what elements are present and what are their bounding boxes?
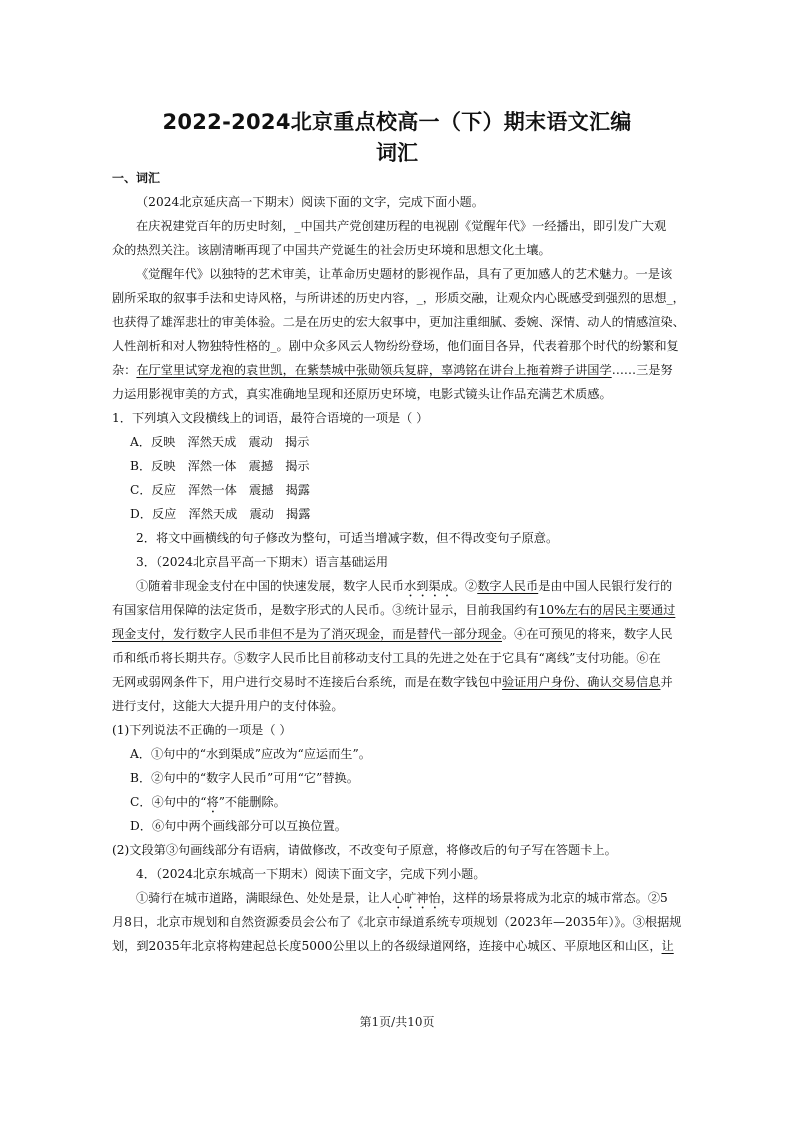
- passage-text: 并: [660, 675, 673, 689]
- passage1-line: 在庆祝建党百年的历史时刻，_中国共产党创建历程的电视剧《觉醒年代》一经播出，即引发广大观: [136, 219, 667, 233]
- underlined-phrase: 让: [661, 939, 674, 953]
- question-2-stem: 2．将文中画横线的句子修改为整句，可适当增减字数，但不得改变句子原意。: [136, 531, 559, 545]
- q4-source: 4．（2024北京东城高一下期末）阅读下面文字，完成下列小题。: [136, 867, 486, 881]
- passage-text: ，这样的场景将成为北京的城市常态。②5: [440, 891, 668, 905]
- document-title: 2022-2024北京重点校高一（下）期末语文汇编: [162, 110, 632, 134]
- passage-text: ①随着非现金支付在中国的快速发展，数字人民币: [136, 579, 405, 593]
- passage-text: 。④在可预见的将来，数字人民: [502, 627, 673, 641]
- passage4-line: [112, 934, 686, 958]
- subquestion-1-option-a: A．①句中的“水到渠成”应改为“应运而生”。: [130, 747, 371, 761]
- passage2-line: 也获得了雄浑悲壮的审美体验。二是在历史的宏大叙事中，更加注重细腻、委婉、深情、动人的情感渲染、: [112, 315, 685, 329]
- passage4-line: 月8日，北京市规划和自然资源委员会公布了《北京市绿道系统专项规划（2023年—2035年）》。③根据规: [112, 915, 682, 929]
- underlined-sentence: 现金支付，发行数字人民币非但不是为了消灭现金，而是替代一部分现金: [112, 627, 502, 641]
- q3-source: 3．（2024北京昌平高一下期末）语言基础运用: [136, 555, 389, 569]
- underlined-phrase: 数字人民币: [477, 579, 539, 593]
- passage-text: 有国家信用保障的法定货币，是数字形式的人民币。③统计显示，目前我国约有: [112, 603, 539, 617]
- dotted-word: 将: [206, 795, 219, 809]
- dotted-phrase: 心旷神怡: [391, 891, 441, 905]
- passage-text: 杂：: [112, 363, 137, 377]
- passage2-line: [112, 358, 686, 382]
- passage2-line: 人性剖析和对人物独特性格的_。剧中众多风云人物纷纷登场，他们面目各异，代表着那个时代的纷繁和复: [112, 339, 679, 353]
- question-1-option-b: B．反映 浑然一体 震撼 揭示: [130, 459, 310, 473]
- underlined-sentence: 在厅堂里试穿龙袍的袁世凯，在紫禁城中张勋领兵复辟，辜鸿铭在讲台上拖着辫子讲国学: [136, 363, 612, 377]
- subquestion-1-option-c: [112, 790, 686, 814]
- document-body: [112, 166, 686, 958]
- passage3-line: [112, 622, 686, 646]
- passage2-line: 力运用影视审美的方式，真实准确地呈现和还原历史环境，电影式镜头让作品充满艺术质感。: [112, 387, 612, 401]
- passage4-line: [112, 886, 686, 910]
- passage-text: 。②: [452, 579, 478, 593]
- subquestion-1-stem: (1)下列说法不正确的一项是（ ）: [112, 723, 292, 737]
- page-footer: 第1页/共10页: [359, 1015, 435, 1029]
- passage2-line: 剧所采取的叙事手法和史诗风格，与所讲述的历史内容，_，形质交融，让观众内心既感受到强烈的思想_，: [112, 291, 685, 305]
- question-1-option-a: A．反映 浑然天成 震动 揭示: [130, 435, 310, 449]
- passage3-line: [112, 670, 686, 694]
- question-1-stem: 1．下列填入文段横线上的词语，最符合语境的一项是（ ）: [112, 411, 429, 425]
- passage-text: 无网或弱网条件下，用户进行交易时不连接后台系统，而是在数字钱包中: [112, 675, 502, 689]
- underlined-phrase: 验证用户身份、确认交易信息: [502, 675, 661, 689]
- subquestion-2-stem: (2)文段第③句画线部分有语病，请做修改，不改变句子原意，将修改后的句子写在答题卡上。: [112, 843, 617, 857]
- option-text: C．④句中的“: [130, 795, 207, 809]
- passage3-line: 币和纸币将长期共存。⑤数字人民币比目前移动支付工具的先进之处在于它具有“离线”支付功能。⑥在: [112, 651, 661, 665]
- subquestion-1-option-b: B．②句中的“数字人民币”可用“它”替换。: [130, 771, 359, 785]
- passage-text: 是由中国人民银行发行的: [538, 579, 673, 593]
- underlined-sentence: 10%左右的居民主要通过: [538, 603, 676, 617]
- passage-text: ……三是努: [611, 363, 673, 377]
- passage1-line: 众的热烈关注。该剧清晰再现了中国共产党诞生的社会历史环境和思想文化土壤。: [112, 243, 551, 257]
- passage-text: ①骑行在城市道路，满眼绿色、处处是景，让人: [136, 891, 392, 905]
- section-heading: 一、词汇: [112, 171, 161, 185]
- passage3-line: [112, 574, 686, 598]
- document-subtitle: 词汇: [376, 141, 418, 165]
- passage2-line: 《觉醒年代》以独特的艺术审美，让革命历史题材的影视作品，具有了更加感人的艺术魅力。一是该: [136, 267, 673, 281]
- passage3-line: 进行支付，这能大大提升用户的支付体验。: [112, 699, 344, 713]
- question-1-option-d: D．反应 浑然天成 震动 揭露: [130, 507, 311, 521]
- dotted-phrase: 水到渠成: [404, 579, 453, 593]
- passage-text: 划，到2035年北京将构建起总长度5000公里以上的各级绿道网络，连接中心城区、平原地区和山区，: [112, 939, 662, 953]
- q1-source: （2024北京延庆高一下期末）阅读下面的文字，完成下面小题。: [136, 195, 484, 209]
- option-text: ”不能删除。: [218, 795, 286, 809]
- subquestion-1-option-d: D．⑥句中两个画线部分可以互换位置。: [130, 819, 347, 833]
- passage3-line: [112, 598, 686, 622]
- question-1-option-c: C．反应 浑然一体 震撼 揭露: [130, 483, 310, 497]
